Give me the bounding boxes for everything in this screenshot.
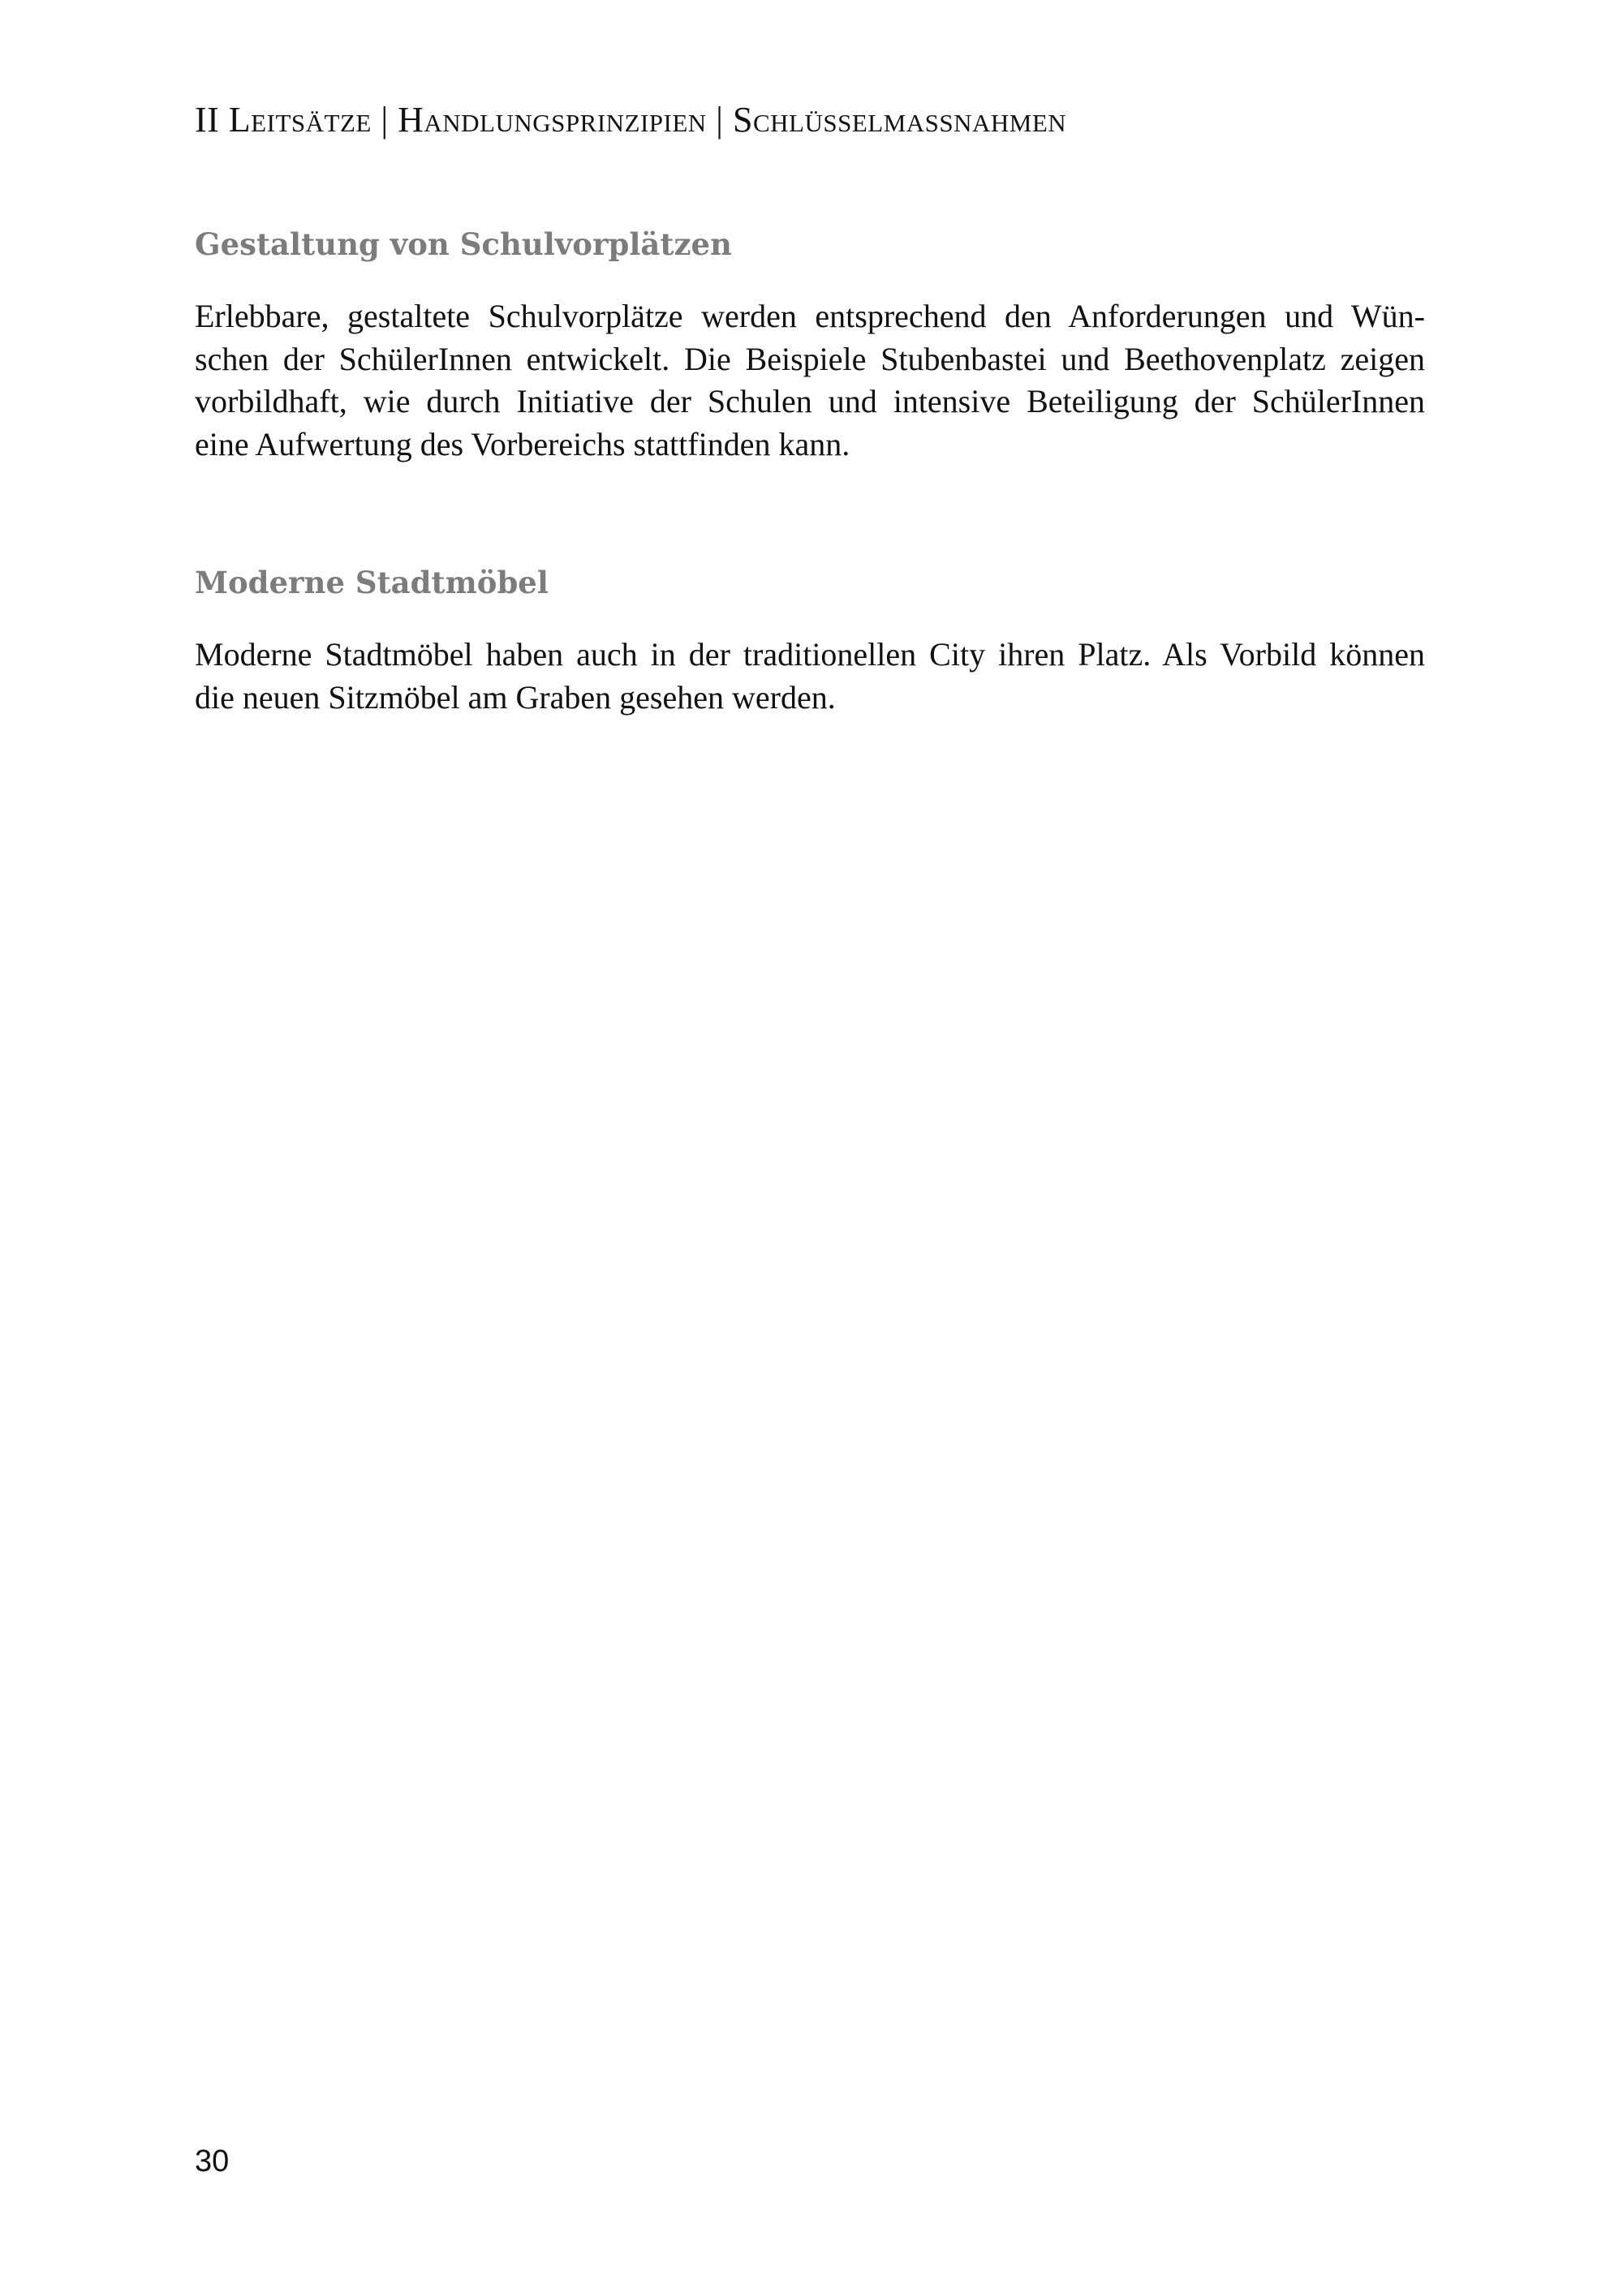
body-line: die neuen Sitzmöbel am Graben gesehen werden.: [195, 678, 836, 716]
body-line: schen der SchülerInnen entwickelt. Die Beispiele Stubenbastei und Beethovenplatz zeigen: [195, 340, 1425, 377]
body-line: Moderne Stadtmöbel haben auch in der traditionellen City ihren Platz. Als Vorbild können: [195, 636, 1425, 673]
section-schulvorplaetze: [195, 223, 1425, 466]
section-title: Gestaltung von Schulvorplätzen: [195, 226, 732, 262]
section-body: [195, 295, 1425, 466]
section-body: [195, 634, 1425, 719]
body-line: Erlebbare, gestaltete Schulvorplätze werden entsprechend den Anforderungen und Wün-: [195, 298, 1425, 334]
body-line: eine Aufwertung des Vorbereichs stattfinden kann.: [195, 425, 850, 462]
section-stadtmoebel: [195, 561, 1425, 719]
page-number: 30: [195, 2144, 230, 2178]
section-title: Moderne Stadtmöbel: [195, 565, 549, 600]
body-line: vorbildhaft, wie durch Initiative der Schulen und intensive Beteiligung der SchülerInnen: [195, 383, 1425, 419]
running-header: II Leitsätze | Handlungsprinzipien | Schlüsselmassnahmen: [195, 100, 1067, 140]
